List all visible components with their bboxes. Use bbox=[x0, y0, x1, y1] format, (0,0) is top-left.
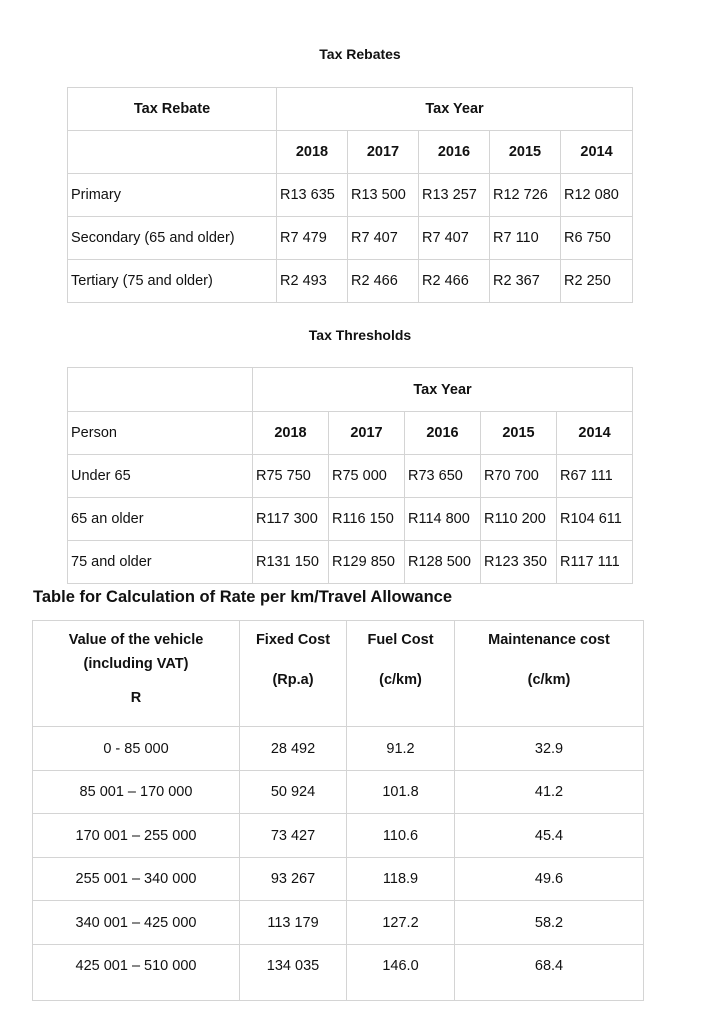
rebates-year: 2017 bbox=[348, 131, 419, 174]
maintenance-cost-value: 58.2 bbox=[455, 901, 644, 945]
rebate-value: R13 257 bbox=[419, 174, 490, 217]
table-row bbox=[68, 541, 633, 584]
rebate-value: R7 110 bbox=[490, 217, 561, 260]
thresholds-empty-cell bbox=[68, 368, 253, 412]
thresholds-years-row bbox=[68, 412, 633, 455]
fixed-cost-value: 113 179 bbox=[240, 901, 347, 945]
threshold-label: 65 an older bbox=[68, 498, 253, 541]
rebates-year: 2015 bbox=[490, 131, 561, 174]
travel-allowance-title: Table for Calculation of Rate per km/Travel Allowance bbox=[33, 588, 453, 606]
rebates-empty-cell bbox=[68, 131, 277, 174]
vehicle-value-header-line1: Value of the vehicle bbox=[68, 632, 204, 648]
vehicle-value-header-line2: (including VAT) bbox=[83, 656, 189, 672]
rebate-value: R2 250 bbox=[561, 260, 633, 303]
thresholds-header-row bbox=[68, 368, 633, 412]
maintenance-cost-value: 32.9 bbox=[455, 727, 644, 771]
fuel-cost-value: 91.2 bbox=[347, 727, 455, 771]
maintenance-cost-header-line2: (c/km) bbox=[527, 672, 571, 688]
thresholds-year: 2017 bbox=[329, 412, 405, 455]
threshold-value: R116 150 bbox=[329, 498, 405, 541]
rebate-value: R7 479 bbox=[277, 217, 348, 260]
vehicle-value-range: 425 001 – 510 000 bbox=[33, 945, 240, 1001]
table-row bbox=[33, 727, 644, 771]
fuel-cost-header-line2: (c/km) bbox=[379, 672, 422, 688]
fixed-cost-value: 73 427 bbox=[240, 814, 347, 858]
threshold-value: R110 200 bbox=[481, 498, 557, 541]
rebate-value: R7 407 bbox=[419, 217, 490, 260]
threshold-value: R114 800 bbox=[405, 498, 481, 541]
threshold-value: R104 611 bbox=[557, 498, 633, 541]
vehicle-value-header-line3: R bbox=[130, 690, 142, 706]
threshold-value: R67 111 bbox=[557, 455, 633, 498]
fuel-cost-value: 146.0 bbox=[347, 945, 455, 1001]
rebate-value: R6 750 bbox=[561, 217, 633, 260]
fixed-cost-value: 134 035 bbox=[240, 945, 347, 1001]
rebates-tax-year-header: Tax Year bbox=[277, 88, 633, 131]
threshold-value: R129 850 bbox=[329, 541, 405, 584]
threshold-value: R117 111 bbox=[557, 541, 633, 584]
threshold-value: R70 700 bbox=[481, 455, 557, 498]
vehicle-value-header bbox=[33, 621, 240, 727]
rebates-years-row bbox=[68, 131, 633, 174]
rebates-col-header: Tax Rebate bbox=[68, 88, 277, 131]
rebate-label: Secondary (65 and older) bbox=[68, 217, 277, 260]
rebates-header-row bbox=[68, 88, 633, 131]
threshold-value: R75 750 bbox=[253, 455, 329, 498]
maintenance-cost-header bbox=[455, 621, 644, 727]
thresholds-col-header: Person bbox=[68, 412, 253, 455]
rebate-value: R13 500 bbox=[348, 174, 419, 217]
fuel-cost-value: 127.2 bbox=[347, 901, 455, 945]
fuel-cost-value: 101.8 bbox=[347, 771, 455, 814]
fixed-cost-value: 28 492 bbox=[240, 727, 347, 771]
rebate-value: R2 493 bbox=[277, 260, 348, 303]
fixed-cost-value: 93 267 bbox=[240, 858, 347, 901]
rebate-value: R2 466 bbox=[348, 260, 419, 303]
table-row bbox=[33, 771, 644, 814]
rebate-value: R2 466 bbox=[419, 260, 490, 303]
travel-allowance-table bbox=[32, 620, 644, 1001]
fuel-cost-header-line1: Fuel Cost bbox=[367, 632, 434, 648]
rebate-value: R12 726 bbox=[490, 174, 561, 217]
fixed-cost-header-line1: Fixed Cost bbox=[255, 632, 331, 648]
maintenance-cost-value: 68.4 bbox=[455, 945, 644, 1001]
thresholds-tax-year-header: Tax Year bbox=[253, 368, 633, 412]
tax-rebates-table bbox=[67, 87, 633, 303]
fixed-cost-header-line2: (Rp.a) bbox=[272, 672, 314, 688]
fixed-cost-header bbox=[240, 621, 347, 727]
rebate-label: Tertiary (75 and older) bbox=[68, 260, 277, 303]
rebate-value: R2 367 bbox=[490, 260, 561, 303]
table-row bbox=[68, 260, 633, 303]
table-row bbox=[33, 814, 644, 858]
threshold-value: R128 500 bbox=[405, 541, 481, 584]
tax-thresholds-table bbox=[67, 367, 633, 584]
threshold-label: 75 and older bbox=[68, 541, 253, 584]
maintenance-cost-value: 49.6 bbox=[455, 858, 644, 901]
threshold-value: R131 150 bbox=[253, 541, 329, 584]
tax-rebates-title: Tax Rebates bbox=[319, 46, 401, 62]
table-row bbox=[68, 174, 633, 217]
threshold-value: R123 350 bbox=[481, 541, 557, 584]
vehicle-value-range: 0 - 85 000 bbox=[33, 727, 240, 771]
table-row bbox=[68, 498, 633, 541]
table-row bbox=[33, 901, 644, 945]
travel-header-row bbox=[33, 621, 644, 727]
rebate-value: R12 080 bbox=[561, 174, 633, 217]
table-row bbox=[33, 945, 644, 1001]
fuel-cost-header bbox=[347, 621, 455, 727]
threshold-value: R117 300 bbox=[253, 498, 329, 541]
maintenance-cost-value: 45.4 bbox=[455, 814, 644, 858]
thresholds-year: 2014 bbox=[557, 412, 633, 455]
rebate-value: R7 407 bbox=[348, 217, 419, 260]
table-row bbox=[68, 217, 633, 260]
rebates-year: 2014 bbox=[561, 131, 633, 174]
threshold-value: R73 650 bbox=[405, 455, 481, 498]
rebate-value: R13 635 bbox=[277, 174, 348, 217]
thresholds-year: 2016 bbox=[405, 412, 481, 455]
rebate-label: Primary bbox=[68, 174, 277, 217]
fuel-cost-value: 110.6 bbox=[347, 814, 455, 858]
tax-thresholds-title: Tax Thresholds bbox=[308, 327, 412, 343]
table-row bbox=[68, 455, 633, 498]
vehicle-value-range: 170 001 – 255 000 bbox=[33, 814, 240, 858]
vehicle-value-range: 85 001 – 170 000 bbox=[33, 771, 240, 814]
threshold-value: R75 000 bbox=[329, 455, 405, 498]
maintenance-cost-header-line1: Maintenance cost bbox=[488, 632, 610, 648]
rebates-year: 2018 bbox=[277, 131, 348, 174]
table-row bbox=[33, 858, 644, 901]
thresholds-year: 2018 bbox=[253, 412, 329, 455]
maintenance-cost-value: 41.2 bbox=[455, 771, 644, 814]
threshold-label: Under 65 bbox=[68, 455, 253, 498]
rebates-year: 2016 bbox=[419, 131, 490, 174]
vehicle-value-range: 340 001 – 425 000 bbox=[33, 901, 240, 945]
vehicle-value-range: 255 001 – 340 000 bbox=[33, 858, 240, 901]
fuel-cost-value: 118.9 bbox=[347, 858, 455, 901]
fixed-cost-value: 50 924 bbox=[240, 771, 347, 814]
thresholds-year: 2015 bbox=[481, 412, 557, 455]
